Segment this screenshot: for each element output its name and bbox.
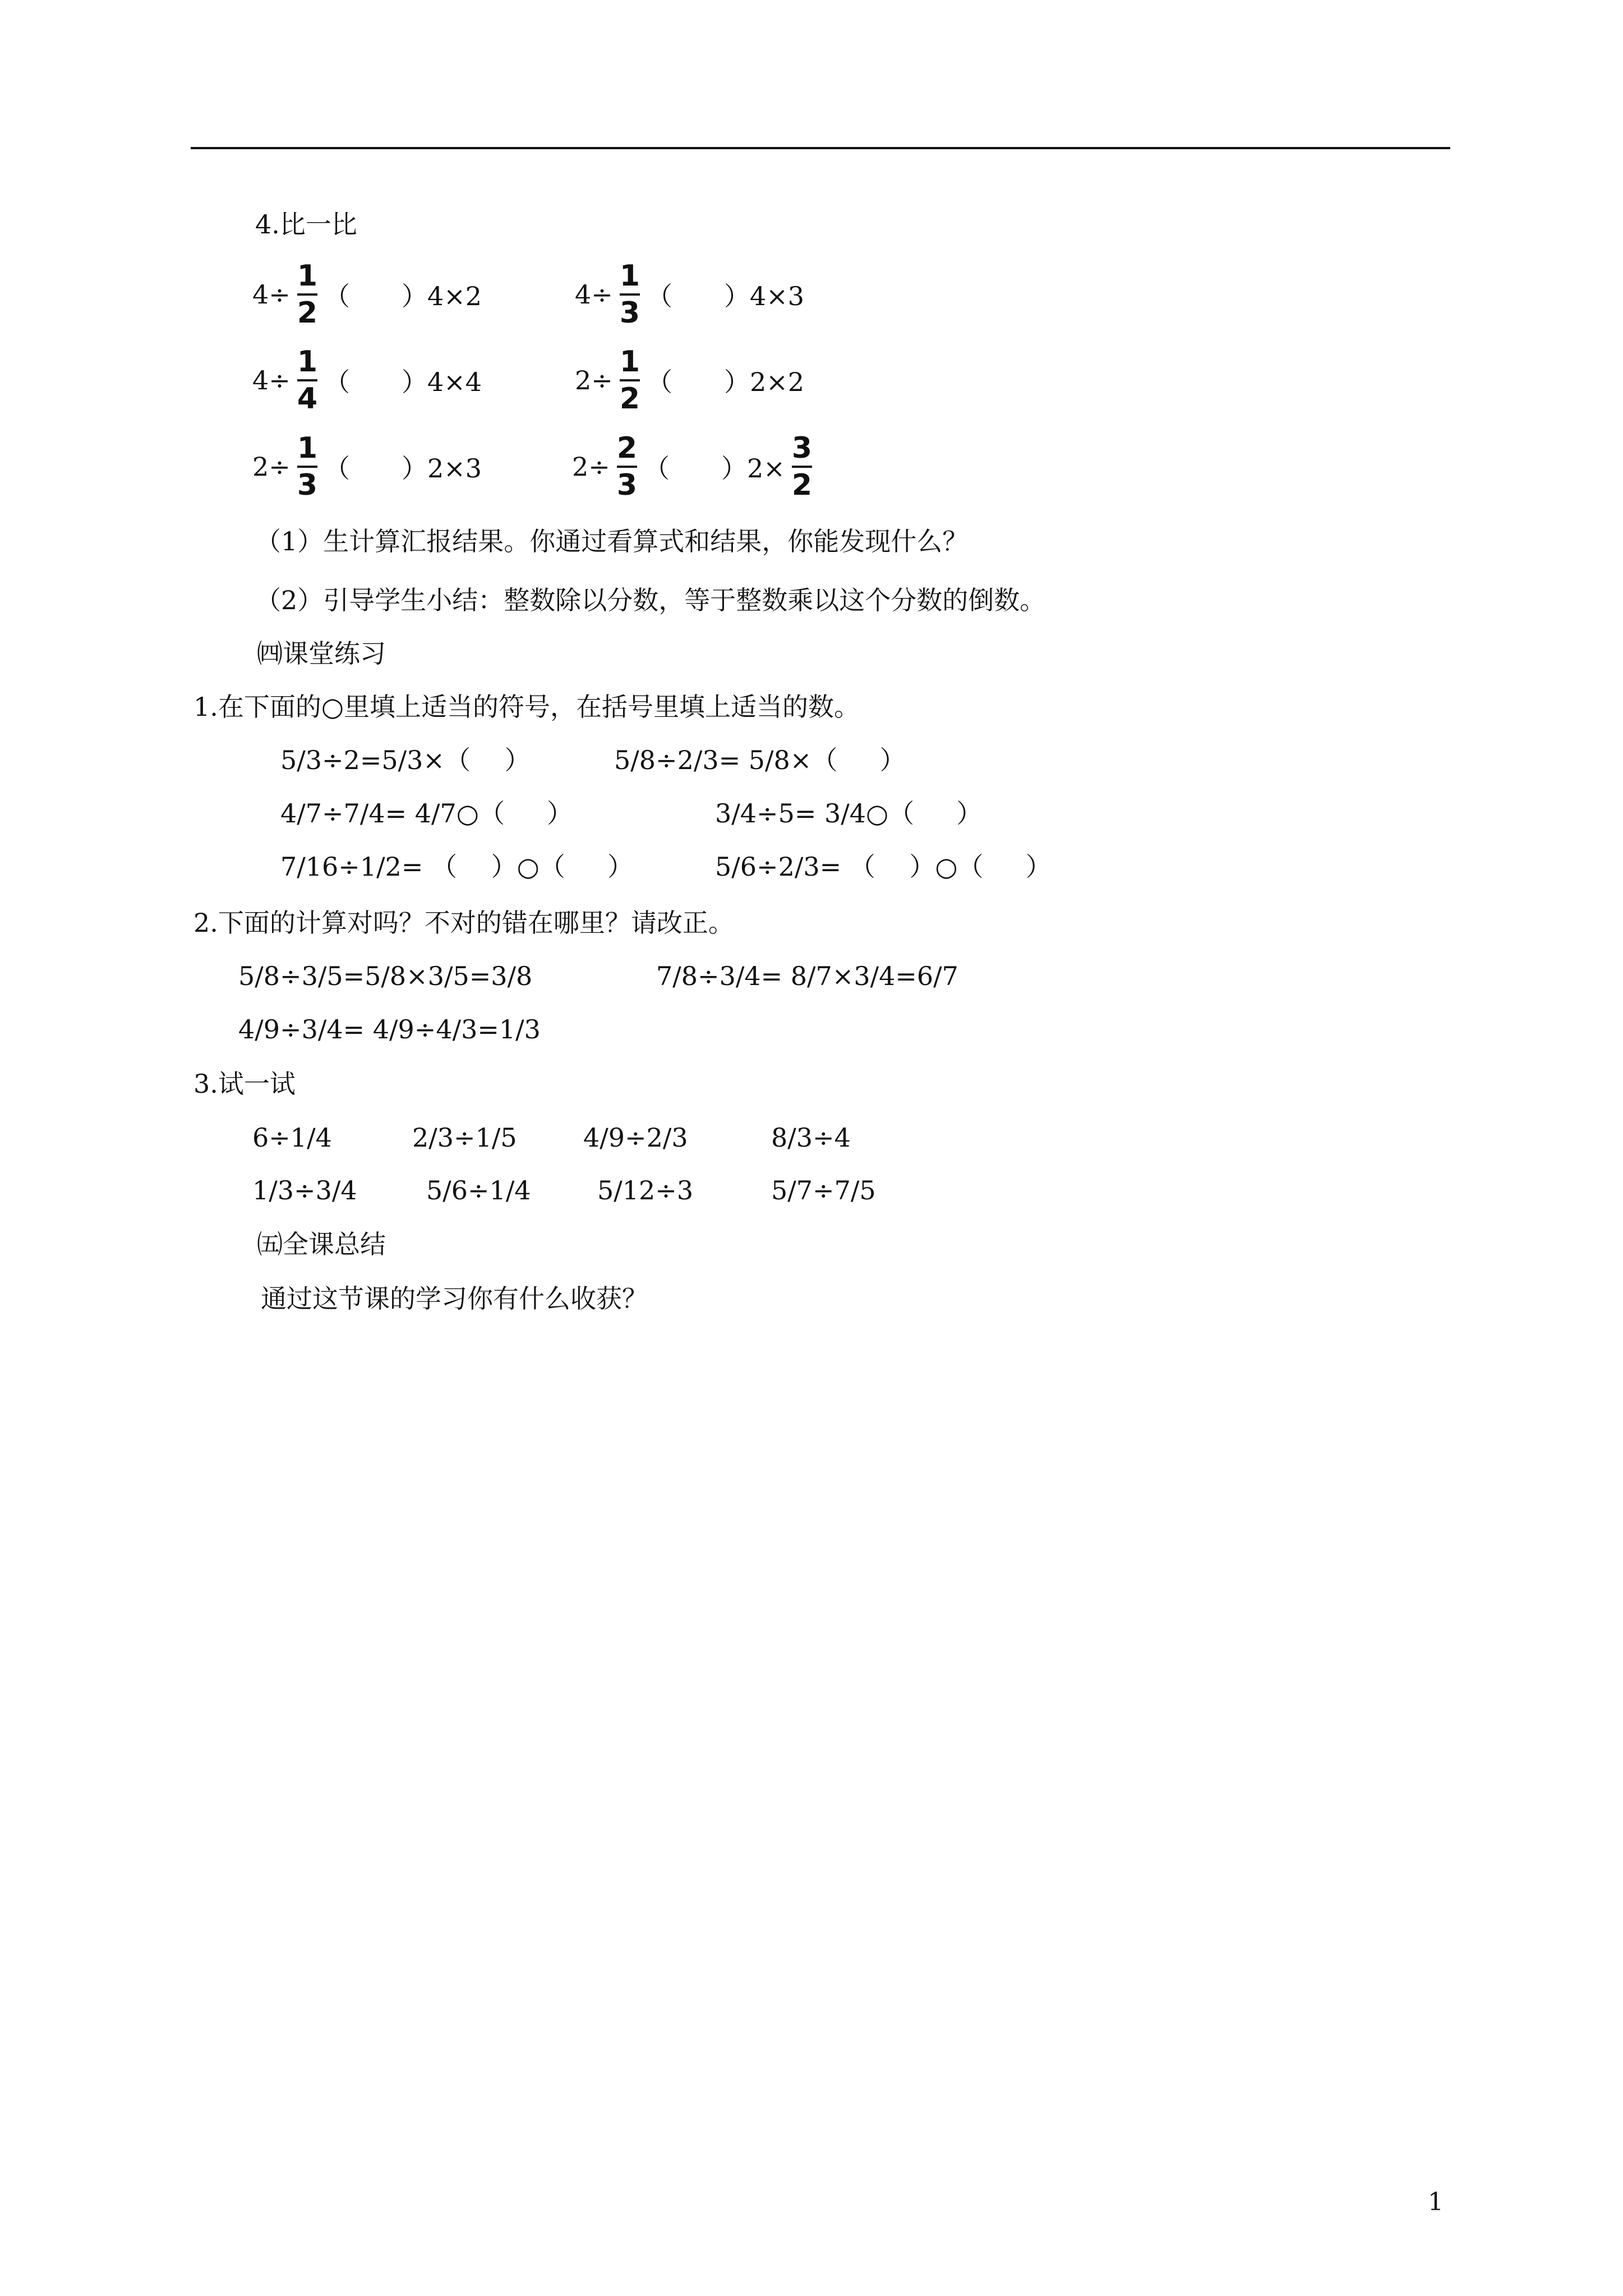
expr-prefix: 2÷ (572, 452, 610, 482)
fraction (295, 431, 320, 503)
numerator: 1 (297, 431, 317, 465)
exercise-item: 5/7÷7/5 (771, 1175, 876, 1205)
compare-item (575, 335, 804, 425)
numerator: 2 (616, 431, 637, 465)
denominator: 2 (297, 296, 317, 330)
expr-prefix: 2÷ (252, 452, 291, 482)
page-number: 1 (1428, 2188, 1444, 2216)
denominator: 3 (619, 296, 640, 330)
denominator: 3 (616, 468, 637, 502)
compare-row (252, 335, 925, 425)
numerator: 1 (297, 345, 317, 379)
exercise-item: 2/3÷1/5 (412, 1122, 517, 1153)
expr-prefix: 4÷ (252, 365, 291, 395)
compare-item (252, 335, 482, 425)
expr-prefix: 2÷ (575, 365, 613, 395)
exercise-item: 6÷1/4 (252, 1122, 332, 1153)
numerator: 3 (791, 431, 812, 465)
exercise-item: 5/6÷2/3= （ ）○（ ） (715, 852, 1052, 882)
exercise-item: 4/9÷2/3 (583, 1122, 688, 1153)
compare-item (572, 422, 819, 512)
fraction (295, 259, 320, 330)
exercise-item: 5/3÷2=5/3×（ ） (280, 745, 531, 775)
fraction (617, 259, 642, 330)
denominator: 4 (297, 382, 317, 416)
exercise-item: 1/3÷3/4 (252, 1175, 357, 1205)
note-2: （2）引导学生小结：整数除以分数，等于整数乘以这个分数的倒数。 (255, 585, 1046, 615)
exercise-item: 3/4÷5= 3/4○（ ） (715, 798, 983, 829)
section-4-title: 4.比一比 (255, 209, 357, 240)
compare-row (252, 250, 925, 339)
exercise-item: 7/8÷3/4= 8/7×3/4=6/7 (656, 961, 958, 991)
fraction (295, 344, 320, 416)
exercise-item: 7/16÷1/2= （ ）○（ ） (280, 852, 634, 882)
fraction (617, 344, 642, 416)
exercise-item: 4/7÷7/4= 4/7○（ ） (280, 798, 573, 829)
expr-suffix: （ ）4×2 (324, 281, 482, 311)
question-1-title: 1.在下面的○里填上适当的符号，在括号里填上适当的数。 (193, 692, 860, 722)
compare-item (252, 250, 482, 339)
expr-suffix: （ ）2× (644, 453, 785, 484)
summary-text: 通过这节课的学习你有什么收获？ (261, 1283, 648, 1314)
compare-item (575, 250, 804, 339)
expr-suffix: （ ）4×3 (647, 281, 805, 311)
fraction (615, 431, 639, 503)
expr-suffix: （ ）2×2 (647, 367, 805, 397)
compare-item (252, 422, 482, 512)
denominator: 2 (619, 382, 640, 416)
expr-suffix: （ ）2×3 (324, 453, 482, 484)
exercise-item: 5/6÷1/4 (426, 1175, 531, 1205)
numerator: 1 (297, 259, 317, 293)
question-3-title: 3.试一试 (193, 1069, 296, 1099)
header-rule (191, 147, 1450, 149)
numerator: 1 (619, 259, 640, 293)
exercise-item: 8/3÷4 (771, 1122, 851, 1153)
expr-suffix: （ ）4×4 (324, 367, 482, 397)
question-2-title: 2.下面的计算对吗？不对的错在哪里？请改正。 (193, 908, 734, 938)
expr-prefix: 4÷ (252, 279, 291, 310)
expr-prefix: 4÷ (575, 279, 613, 310)
denominator: 2 (791, 468, 812, 502)
summary-heading: ㈤全课总结 (257, 1229, 386, 1259)
exercise-item: 5/12÷3 (597, 1175, 694, 1205)
denominator: 3 (297, 468, 317, 502)
exercise-item: 5/8÷2/3= 5/8×（ ） (614, 745, 906, 775)
exercise-item: 5/8÷3/5=5/8×3/5=3/8 (238, 961, 533, 991)
numerator: 1 (619, 345, 640, 379)
fraction (790, 431, 814, 503)
compare-row (252, 422, 981, 512)
exercise-item: 4/9÷3/4= 4/9÷4/3=1/3 (238, 1014, 541, 1045)
note-1: （1）生计算汇报结果。你通过看算式和结果，你能发现什么？ (255, 526, 969, 556)
practice-heading: ㈣课堂练习 (257, 638, 386, 669)
